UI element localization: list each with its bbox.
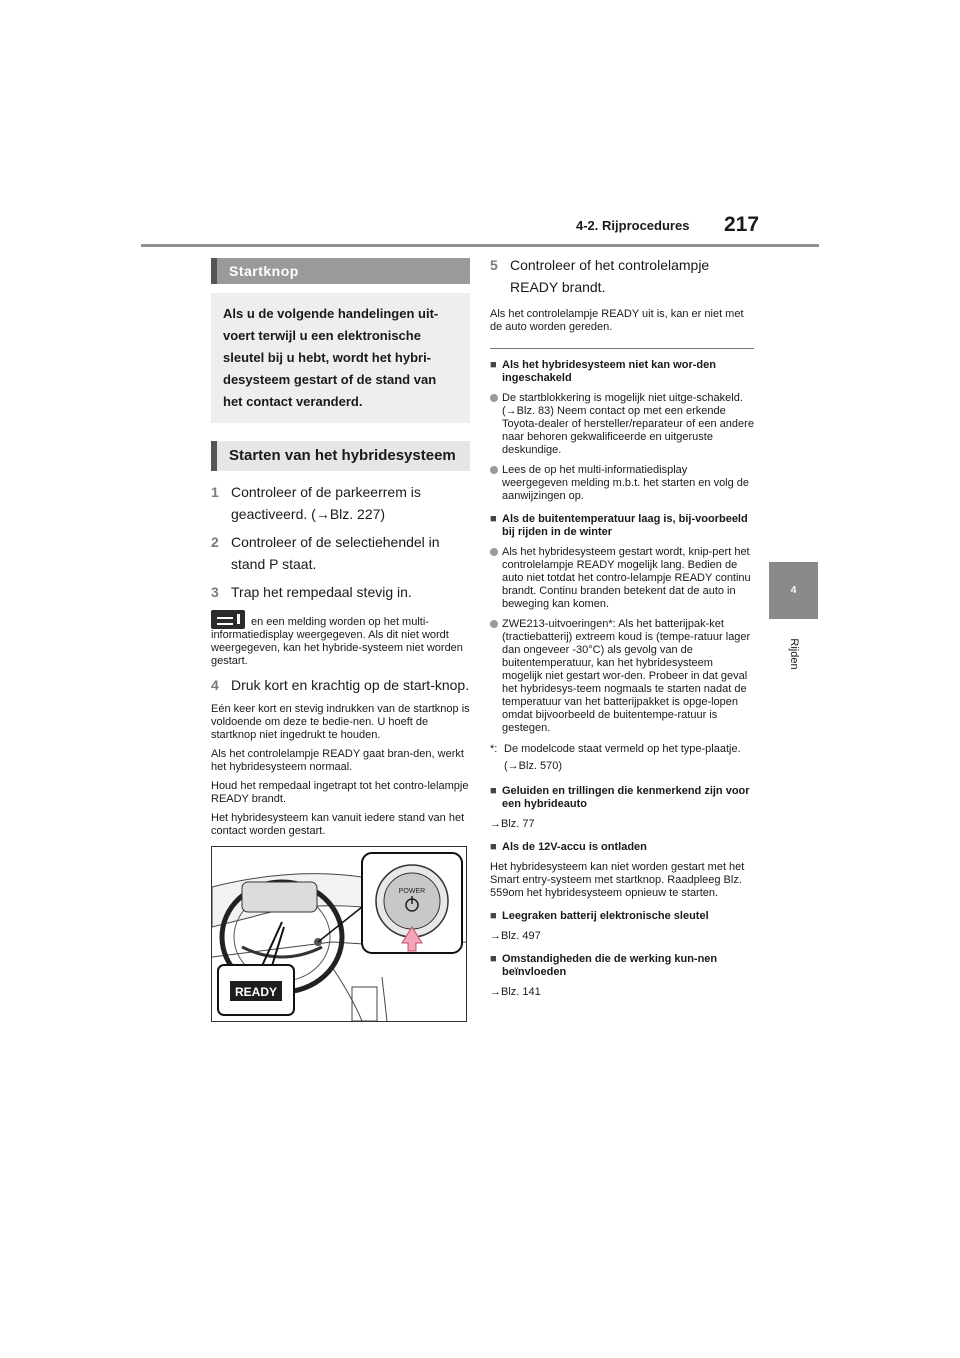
step-2: 2 Controleer of de selectiehendel in stand P staat. bbox=[211, 534, 440, 572]
bullet-item: ZWE213-uitvoeringen*: Als het batterijpak-ket (tractiebatterij) extreem koud is (tempe-ratuur lager dan ongeveer -30°C) als gevolg van de buitentemperatuur, kan het hybridesysteem mogelijk niet gestart wor-den. Probeer in dat geval het hybridesys-teem nogmaals te starten nadat de temperatuur van het batterijpakket is opge-lopen omdat bijvoorbeeld de buitentempe-ratuur is gestegen. bbox=[490, 618, 754, 735]
section-heading: ■ Leegraken batterij elektronische sleutel bbox=[490, 910, 709, 922]
section-heading: ■ Geluiden en trillingen die kenmerkend zijn voor een hybrideauto bbox=[490, 785, 750, 810]
chapter-label bbox=[776, 630, 812, 690]
section-heading: ■ Als het hybridesysteem niet kan wor-den ingeschakeld bbox=[490, 359, 716, 384]
subsection-title: Starten van het hybridesysteem bbox=[211, 441, 470, 471]
bullet-item: Lees de op het multi-informatiedisplay weergegeven melding m.b.t. het starten en volg de aanwijzingen op. bbox=[490, 464, 754, 503]
intro-box: Als u de volgende handelingen uit-voert terwijl u een elektronische sleutel bij u hebt, wordt het hybri-desysteem gestart of de stand van het contact veranderd. bbox=[211, 293, 470, 423]
bullet-item: Als het hybridesysteem gestart wordt, knip-pert het controlelampje READY mogelijk lang. Bedien de auto niet totdat het contro-lelampje READY continu brandt. Continu branden betekent dat de auto in beweging kan komen. bbox=[490, 546, 754, 611]
section-heading: ■ Als de 12V-accu is ontladen bbox=[490, 841, 647, 853]
step-4: 4 Druk kort en krachtig op de start-knop. bbox=[211, 677, 470, 693]
step-1: 1 Controleer of de parkeerrem is geactiveerd. (→Blz. 227) bbox=[211, 484, 421, 522]
bullet-item: De startblokkering is mogelijk niet uitge-schakeld. (→Blz. 83) Neem contact op met een erkende Toyota-dealer of hersteller/reparateur of een andere naar behoren gekwalificeerde en uitgeruste deskundige. bbox=[490, 392, 754, 457]
step-4-notes: Eén keer kort en stevig indrukken van de startknop is voldoende om deze te bedie-nen. U hoeft de startknop niet ingedrukt te houden. Als het controlelampje READY gaat bran-den, werkt het hybridesysteem normaal. Houd het rempedaal ingetrapt tot het contro-lelampje READY brandt. Het hybridesysteem kan vanuit iedere stand van het contact worden gestart. bbox=[211, 703, 470, 837]
power-button-illustration bbox=[211, 846, 467, 1022]
header-rule bbox=[141, 244, 819, 247]
section-text: →Blz. 77 bbox=[490, 818, 535, 830]
divider bbox=[490, 348, 754, 349]
section-text: →Blz. 141 bbox=[490, 986, 541, 998]
power-button-label: POWER bbox=[398, 888, 426, 895]
hybrid-start-indicator-icon bbox=[211, 610, 245, 629]
section-heading: ■ Als de buitentemperatuur laag is, bij-voorbeeld bij rijden in de winter bbox=[490, 513, 748, 538]
step-5: 5 Controleer of het controlelampje READY brandt. bbox=[490, 257, 710, 295]
chapter-number: 4 bbox=[790, 585, 797, 596]
right-column bbox=[490, 254, 754, 999]
chapter-tab bbox=[769, 562, 818, 619]
footnote: *: De modelcode staat vermeld op het type-plaatje. (→Blz. 570) bbox=[490, 743, 741, 772]
page-number: 217 bbox=[724, 213, 760, 236]
section-heading: ■ Omstandigheden die de werking kun-nen beïnvloeden bbox=[490, 953, 718, 978]
steps-list bbox=[211, 481, 470, 603]
left-column bbox=[211, 258, 470, 1022]
section-text: Het hybridesysteem kan niet worden gestart met het Smart entry-systeem met startknop. Raadpleeg Blz. 559om het hybridesysteem opnieuw te starten. bbox=[490, 861, 745, 899]
dashboard-drawing bbox=[212, 847, 466, 1021]
header-section-title: 4-2. Rijprocedures bbox=[576, 218, 690, 233]
indicator-note: en een melding worden op het multi-informatiedisplay weergegeven. Als dit niet wordt weergegeven, kan het hybride-systeem niet worden gestart. bbox=[211, 610, 470, 668]
step-5-note: Als het controlelampje READY uit is, kan er niet met de auto worden gereden. bbox=[490, 308, 744, 333]
section-title: Startknop bbox=[211, 258, 470, 284]
step-3: 3 Trap het rempedaal stevig in. bbox=[211, 584, 412, 600]
section-text: →Blz. 497 bbox=[490, 930, 541, 942]
chapter-label-text: Rijden bbox=[788, 638, 800, 670]
ready-indicator-label: READY bbox=[234, 985, 278, 999]
